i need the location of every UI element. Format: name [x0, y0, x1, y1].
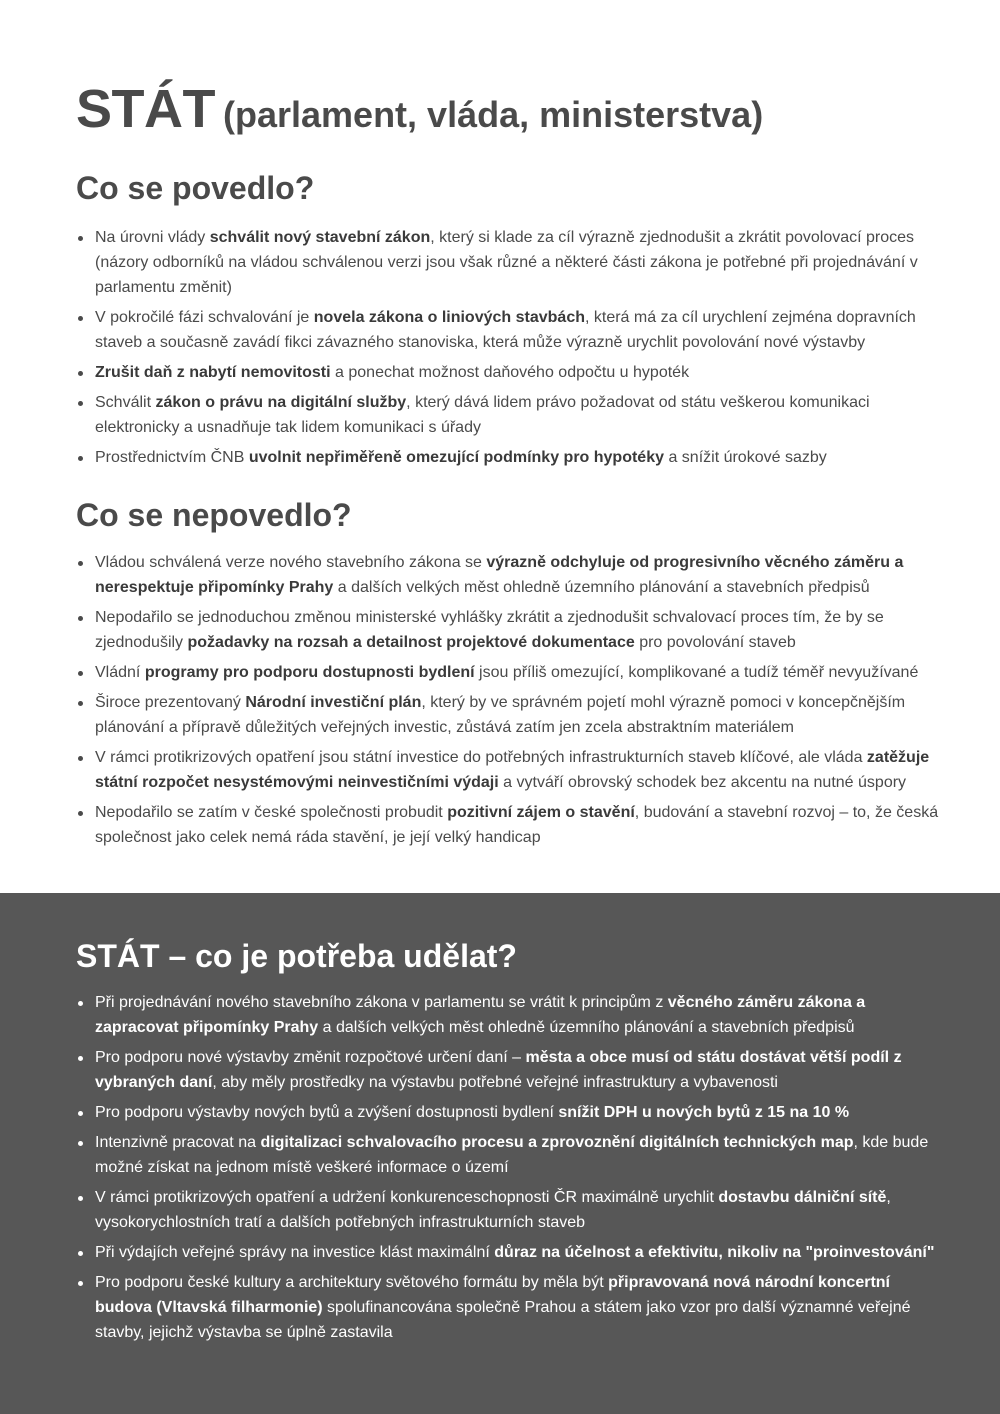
- page-title-sub: (parlament, vláda, ministerstva): [223, 94, 764, 135]
- text: Schválit: [95, 394, 156, 411]
- bold-text: schválit nový stavební zákon: [209, 229, 431, 246]
- text: Široce prezentovaný: [95, 694, 246, 711]
- text: Pro podporu výstavby nových bytů a zvýšení dostupnosti bydlení: [95, 1104, 559, 1121]
- list-item: [76, 1045, 946, 1095]
- bold-text: pozitivní zájem o stavění: [447, 804, 635, 821]
- list-item: [76, 225, 946, 300]
- list-item: [76, 990, 946, 1040]
- text: Pro podporu české kultury a architektury světového formátu by měla být: [95, 1274, 609, 1291]
- bold-text: programy pro podporu dostupnosti bydlení: [144, 664, 475, 681]
- text: V pokročilé fázi schvalování je: [95, 309, 314, 326]
- text: Vládní: [95, 664, 145, 681]
- bold-text: města a obce musí od státu dostávat větší podíl z vybraných daní: [95, 1049, 902, 1091]
- failure-heading: Co se nepovedlo?: [76, 497, 352, 533]
- text: V rámci protikrizových opatření a udržení konkurenceschopnosti ČR maximálně urychlit: [95, 1189, 719, 1206]
- bold-text: digitalizaci schvalovacího procesu a zprovoznění digitálních technických map: [260, 1134, 854, 1151]
- todo-list: [76, 990, 946, 1350]
- list-item: [76, 745, 946, 795]
- success-heading: Co se povedlo?: [76, 170, 315, 206]
- text: a dalších velkých měst ohledně územního plánování a stavebních předpisů: [333, 579, 870, 596]
- list-item: [76, 800, 946, 850]
- bold-text: výrazně odchyluje od progresivního věcného záměru a nerespektuje připomínky Prahy: [95, 554, 904, 596]
- text: , budování a stavební rozvoj – to, že česká společnost jako celek nemá ráda stavění, je její velký handicap: [95, 804, 939, 846]
- text: Nepodařilo se jednoduchou změnou ministerské vyhlášky zkrátit a zjednodušit schvalovací proces tím, že by se zjednodušily: [95, 609, 884, 651]
- list-item: [76, 390, 946, 440]
- list-item: [76, 550, 946, 600]
- text: a ponechat možnost daňového odpočtu u hypoték: [330, 364, 690, 381]
- list-item: [76, 1270, 946, 1345]
- list-item: [76, 690, 946, 740]
- text: Při výdajích veřejné správy na investice klást maximální: [95, 1244, 495, 1261]
- text: Vládou schválená verze nového stavebního zákona se: [95, 554, 487, 571]
- list-item: [76, 1185, 946, 1235]
- success-list: [76, 225, 946, 475]
- todo-section: [0, 893, 1000, 1414]
- text: Na úrovni vlády: [95, 229, 210, 246]
- list-item: [76, 605, 946, 655]
- page-title-main: STÁT: [76, 79, 215, 139]
- bold-text: uvolnit nepřiměřeně omezující podmínky pro hypotéky: [248, 449, 664, 466]
- bold-text: Zrušit daň z nabytí nemovitosti: [95, 364, 331, 381]
- text: Pro podporu nové výstavby změnit rozpočtové určení daní –: [95, 1049, 526, 1066]
- text: , který by ve správném pojetí mohl výrazně pomoci v koncepčnějším plánování a přípravě důležitých veřejných investic, zůstává zatím jen zcela abstraktním materiálem: [95, 694, 906, 736]
- text: , aby měly prostředky na výstavbu potřebné veřejné infrastruktury a vybavenosti: [212, 1074, 778, 1091]
- bold-text: požadavky na rozsah a detailnost projektové dokumentace: [187, 634, 635, 651]
- failure-list: [76, 550, 946, 855]
- text: a dalších velkých měst ohledně územního plánování a stavebních předpisů: [318, 1019, 855, 1036]
- text: V rámci protikrizových opatření jsou státní investice do potřebných infrastrukturních staveb klíčové, ale vláda: [95, 749, 867, 766]
- todo-heading: STÁT – co je potřeba udělat?: [76, 938, 517, 974]
- text: , vysokorychlostních tratí a dalších potřebných infrastrukturních staveb: [95, 1189, 891, 1231]
- list-item: [76, 305, 946, 355]
- text: spolufinancována společně Prahou a státem jako vzor pro další významné veřejné stavby, jejichž výstavba se úplně zastavila: [95, 1299, 911, 1341]
- bold-text: Národní investiční plán: [245, 694, 422, 711]
- bold-text: zatěžuje státní rozpočet nesystémovými neinvestičními výdaji: [95, 749, 930, 791]
- bold-text: novela zákona o liniových stavbách: [313, 309, 585, 326]
- list-item: [76, 1240, 946, 1265]
- text: a snížit úrokové sazby: [664, 449, 827, 466]
- list-item: [76, 660, 946, 685]
- list-item: [76, 1130, 946, 1180]
- text: , která má za cíl urychlení zejména dopravních staveb a současně zavádí fikci závazného stanoviska, která může výrazně urychlit povolování nové výstavby: [95, 309, 916, 351]
- bold-text: věcného záměru zákona a zapracovat připomínky Prahy: [95, 994, 866, 1036]
- text: pro povolování staveb: [634, 634, 796, 651]
- bold-text: zákon o právu na digitální služby: [155, 394, 407, 411]
- text: jsou příliš omezující, komplikované a tudíž téměř nevyužívané: [474, 664, 919, 681]
- text: , který dává lidem právo požadovat od státu veškerou komunikaci elektronicky a usnadňuje tak lidem komunikaci s úřady: [95, 394, 870, 436]
- text: Intenzivně pracovat na: [95, 1134, 261, 1151]
- text: Prostřednictvím ČNB: [95, 449, 249, 466]
- text: , který si klade za cíl výrazně zjednodušit a zkrátit povolovací proces (názory odborníků na vládou schválenou verzi jsou však různé a některé části zákona je potřebné při projednávání v parlamentu změnit): [95, 229, 918, 296]
- bold-text: dostavbu dálniční sítě: [718, 1189, 887, 1206]
- list-item: [76, 360, 946, 385]
- text: a vytváří obrovský schodek bez akcentu na nutné úspory: [498, 774, 907, 791]
- bold-text: důraz na účelnost a efektivitu, nikoliv na "proinvestování": [494, 1244, 935, 1261]
- bold-text: snížit DPH u nových bytů z 15 na 10 %: [558, 1104, 850, 1121]
- page-title: [76, 78, 763, 140]
- text: Při projednávání nového stavebního zákona v parlamentu se vrátit k principům z: [95, 994, 668, 1011]
- list-item: [76, 1100, 946, 1125]
- text: , kde bude možné získat na jednom místě veškeré informace o území: [95, 1134, 929, 1176]
- text: Nepodařilo se zatím v české společnosti probudit: [95, 804, 448, 821]
- bold-text: připravovaná nová národní koncertní budova (Vltavská filharmonie): [95, 1274, 890, 1316]
- list-item: [76, 445, 946, 470]
